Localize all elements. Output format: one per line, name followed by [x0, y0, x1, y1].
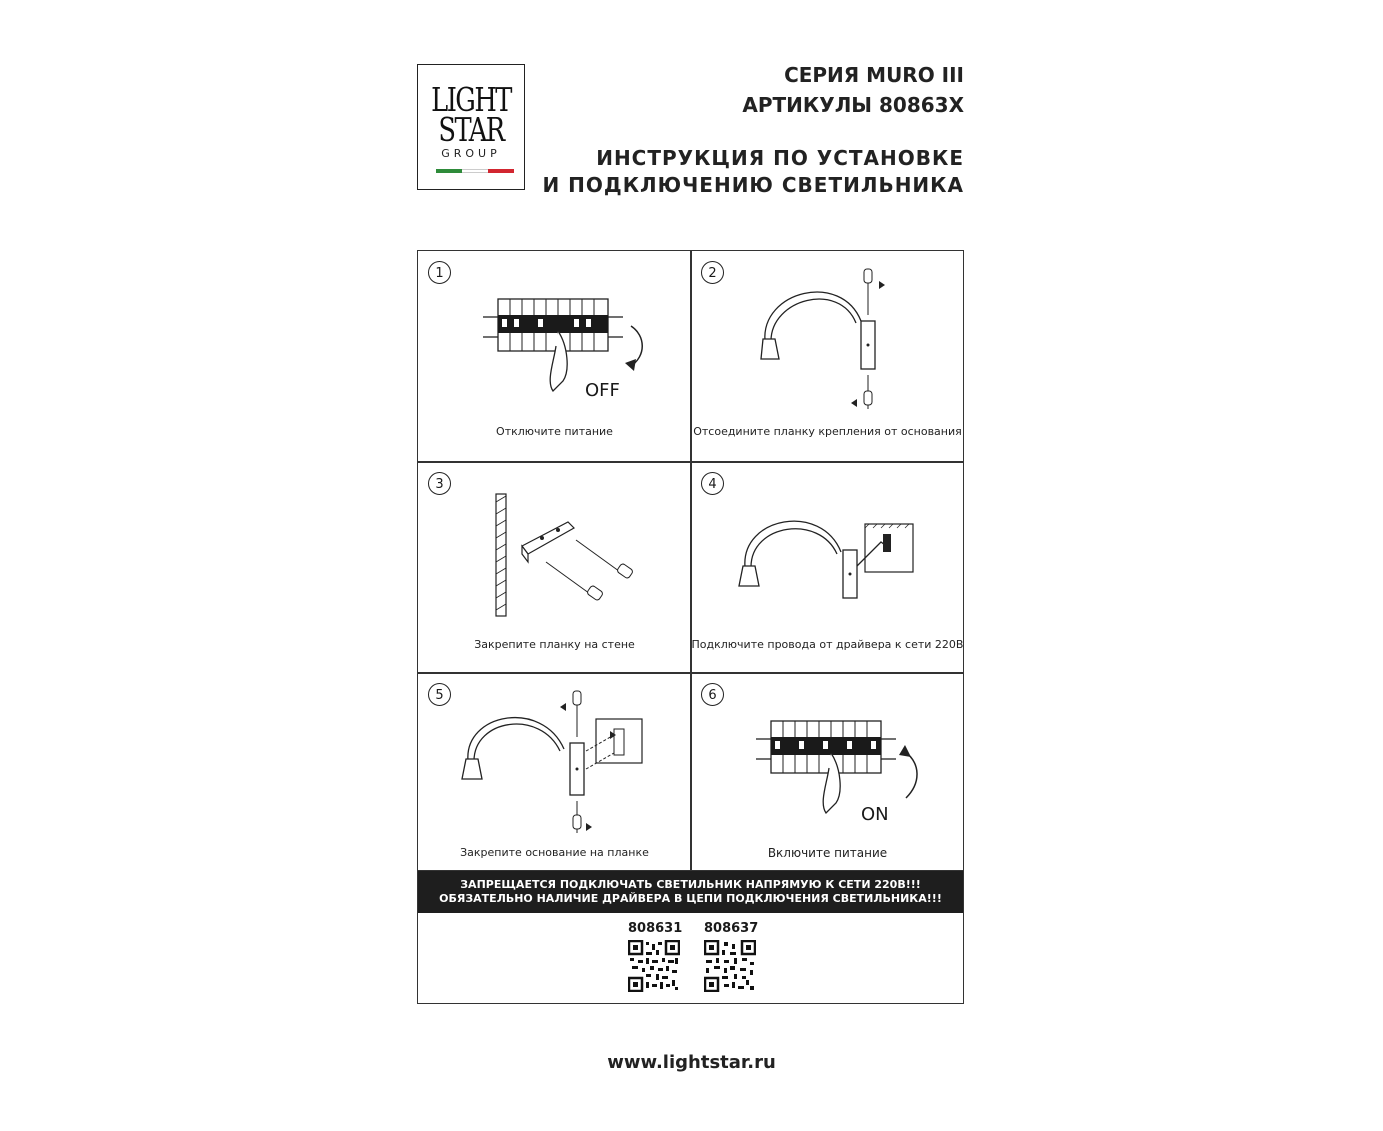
italian-flag-stripe	[436, 169, 514, 173]
step-number: 5	[428, 683, 451, 706]
on-label: ON	[861, 804, 889, 825]
logo-line-2: STAR	[438, 110, 504, 149]
step-number: 1	[428, 261, 451, 284]
step-caption: Включите питание	[767, 846, 888, 860]
breaker-on-illustration	[691, 673, 964, 871]
qr-code-label: 808637	[704, 921, 759, 936]
series-block	[742, 60, 964, 120]
brand-logo	[417, 64, 525, 190]
qr-code-icon[interactable]	[628, 940, 680, 992]
logo-line-3: GROUP	[441, 147, 501, 160]
attach-base-illustration	[418, 673, 691, 871]
step-caption: Отсоедините планку крепления от основания	[693, 425, 962, 438]
step-1	[418, 251, 691, 462]
article-numbers: АРТИКУЛЫ 80863X	[742, 93, 964, 117]
website-link[interactable]: www.lightstar.ru	[607, 1052, 776, 1073]
warning-line-2: ОБЯЗАТЕЛЬНО НАЛИЧИЕ ДРАЙВЕРА В ЦЕПИ ПОДКЛЮЧЕНИЯ СВЕТИЛЬНИКА!!!	[439, 892, 942, 905]
step-3	[418, 462, 691, 673]
step-6	[691, 673, 964, 884]
qr-block[interactable]	[704, 921, 759, 996]
off-label: OFF	[585, 380, 620, 401]
step-number: 3	[428, 472, 451, 495]
title-line-1: ИНСТРУКЦИЯ ПО УСТАНОВКЕ	[596, 146, 964, 170]
logo-line-1: LIGHT	[431, 80, 511, 119]
warning-line-1: ЗАПРЕЩАЕТСЯ ПОДКЛЮЧАТЬ СВЕТИЛЬНИК НАПРЯМУЮ К СЕТИ 220В!!!	[460, 878, 921, 891]
step-2	[691, 251, 964, 462]
step-4	[691, 462, 964, 673]
step-caption: Отключите питание	[496, 425, 613, 438]
qr-block[interactable]	[628, 921, 683, 996]
step-number: 4	[701, 472, 724, 495]
step-caption: Закрепите планку на стене	[474, 638, 635, 651]
qr-code-label: 808631	[628, 921, 683, 936]
qr-code-icon[interactable]	[704, 940, 756, 992]
series-name: СЕРИЯ MURO III	[784, 63, 964, 87]
step-number: 2	[701, 261, 724, 284]
step-caption: Закрепите основание на планке	[460, 846, 649, 859]
instruction-title	[542, 145, 964, 199]
step-5	[418, 673, 691, 884]
title-line-2: И ПОДКЛЮЧЕНИЮ СВЕТИЛЬНИКА	[542, 173, 964, 197]
step-number: 6	[701, 683, 724, 706]
instruction-grid	[417, 250, 964, 1004]
warning-banner	[418, 871, 963, 913]
step-caption: Подключите провода от драйвера к сети 220В	[691, 638, 964, 651]
